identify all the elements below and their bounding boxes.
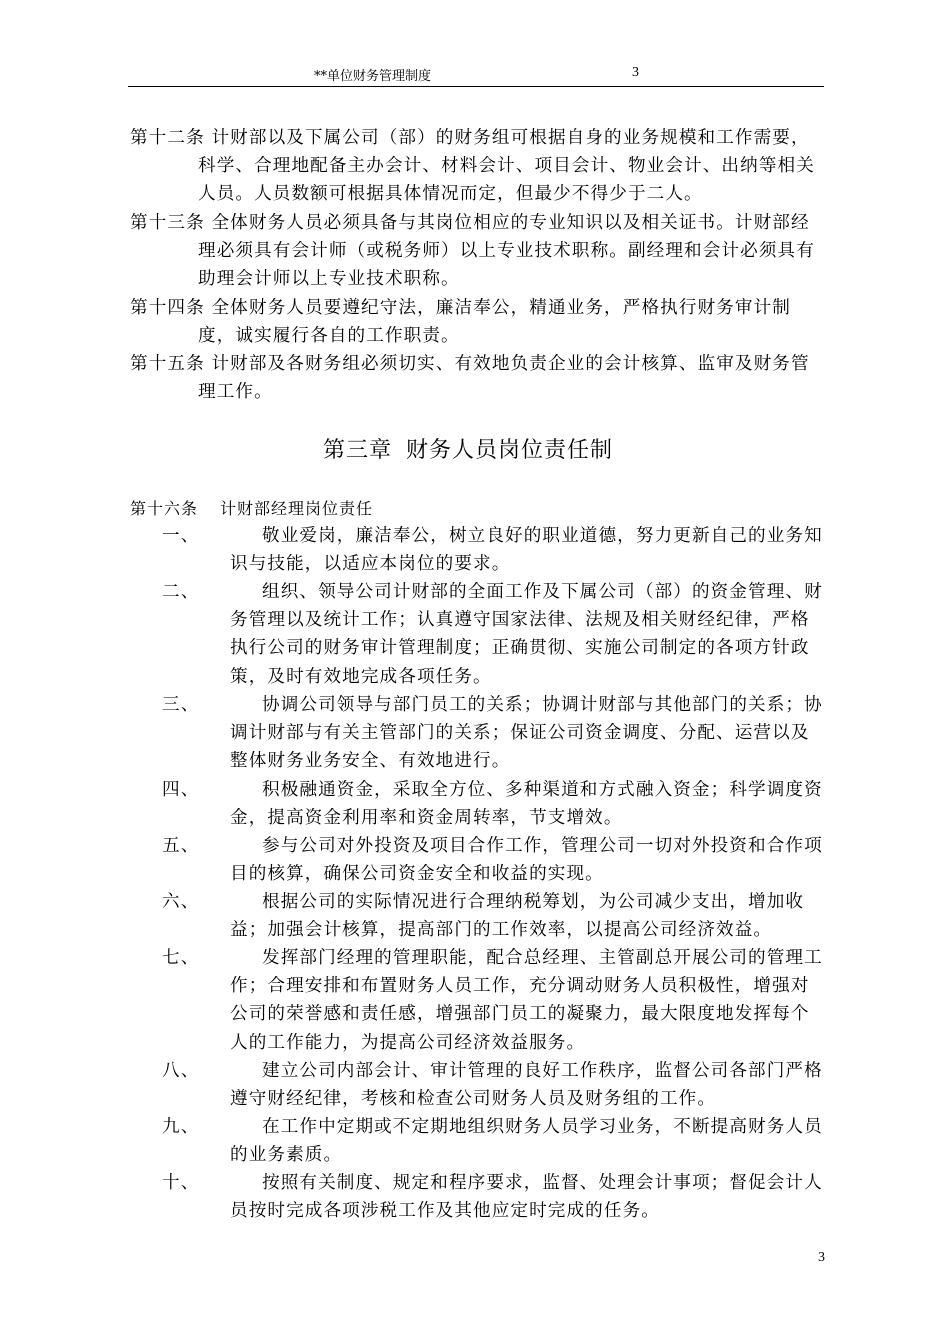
item-number: 二、	[162, 582, 200, 602]
list-item	[162, 944, 826, 1057]
list-item	[162, 888, 826, 944]
item-number: 六、	[162, 892, 200, 912]
article-label: 第十三条	[130, 213, 205, 233]
list-item	[162, 776, 826, 832]
item-text: 参与公司对外投资及项目合作工作，管理公司一切对外投资和合作项目的核算，确保公司资金安全和收益的实现。	[230, 836, 823, 885]
article-text: 计财部以及下属公司（部）的财务组可根据自身的业务规模和工作需要，科学、合理地配备主办会计、材料会计、项目会计、物业会计、出纳等相关人员。人员数额可根据具体情况而定，但最少不得少于二人。	[198, 128, 815, 205]
item-text: 建立公司内部会计、审计管理的良好工作秩序，监督公司各部门严格遵守财经纪律，考核和检查公司财务人员及财务组的工作。	[230, 1061, 823, 1110]
article-title: 计财部经理岗位责任	[220, 499, 374, 518]
article-label: 第十六条	[130, 499, 199, 518]
list-item	[162, 578, 826, 691]
footer-page-number: 3	[818, 1250, 825, 1265]
article-12	[130, 124, 826, 209]
article-text: 计财部及各财务组必须切实、有效地负责企业的会计核算、监审及财务管理工作。	[198, 354, 810, 403]
article-16-heading	[130, 496, 373, 519]
item-text: 积极融通资金，采取全方位、多种渠道和方式融入资金；科学调度资金，提高资金利用率和资金周转率，节支增效。	[230, 780, 823, 829]
header-page-number: 3	[632, 65, 639, 80]
list-item	[162, 1057, 826, 1113]
item-number: 十、	[162, 1173, 200, 1193]
list-item	[162, 832, 826, 888]
article-13	[130, 209, 826, 294]
article-text: 全体财务人员必须具备与其岗位相应的专业知识以及相关证书。计财部经理必须具有会计师（或税务师）以上专业技术职称。副经理和会计必须具有助理会计师以上专业技术职称。	[198, 213, 815, 290]
item-text: 按照有关制度、规定和程序要求，监督、处理会计事项；督促会计人员按时完成各项涉税工作及其他应定时完成的任务。	[230, 1173, 823, 1222]
chapter-title: 财务人员岗位责任制	[406, 438, 614, 463]
item-text: 发挥部门经理的管理职能，配合总经理、主管副总开展公司的管理工作；合理安排和布置财务人员工作，充分调动财务人员积极性，增强对公司的荣誉感和责任感，增强部门员工的凝聚力，最大限度地发挥每个人的工作能力，为提高公司经济效益服务。	[230, 948, 823, 1053]
chapter-number: 第三章	[322, 438, 392, 463]
chapter-heading	[0, 433, 950, 464]
article-15	[130, 350, 826, 406]
article-label: 第十四条	[130, 298, 205, 318]
list-item	[162, 691, 826, 776]
item-number: 一、	[162, 526, 200, 546]
item-number: 五、	[162, 836, 200, 856]
article-label: 第十五条	[130, 354, 205, 374]
header-title: **单位财务管理制度	[314, 69, 432, 84]
article-14	[130, 294, 826, 350]
item-text: 敬业爱岗，廉洁奉公，树立良好的职业道德，努力更新自己的业务知识与技能，以适应本岗位的要求。	[230, 526, 823, 575]
list-item	[162, 1113, 826, 1169]
item-text: 组织、领导公司计财部的全面工作及下属公司（部）的资金管理、财务管理以及统计工作；认真遵守国家法律、法规及相关财经纪律，严格执行公司的财务审计管理制度；正确贯彻、实施公司制定的各项方针政策，及时有效地完成各项任务。	[230, 582, 823, 687]
list-item	[162, 1169, 826, 1225]
item-text: 协调公司领导与部门员工的关系；协调计财部与其他部门的关系；协调计财部与有关主管部门的关系；保证公司资金调度、分配、运营以及整体财务业务安全、有效地进行。	[230, 695, 823, 772]
article-text: 全体财务人员要遵纪守法，廉洁奉公，精通业务，严格执行财务审计制度，诚实履行各自的工作职责。	[198, 298, 791, 347]
item-number: 八、	[162, 1061, 200, 1081]
item-text: 根据公司的实际情况进行合理纳税筹划，为公司减少支出，增加收益；加强会计核算，提高部门的工作效率，以提高公司经济效益。	[230, 892, 805, 941]
item-number: 三、	[162, 695, 200, 715]
item-text: 在工作中定期或不定期地组织财务人员学习业务，不断提高财务人员的业务素质。	[230, 1117, 823, 1166]
page-header	[128, 62, 824, 87]
item-number: 四、	[162, 780, 200, 800]
list-item	[162, 522, 826, 578]
item-number: 九、	[162, 1117, 200, 1137]
article-label: 第十二条	[130, 128, 205, 148]
item-number: 七、	[162, 948, 200, 968]
